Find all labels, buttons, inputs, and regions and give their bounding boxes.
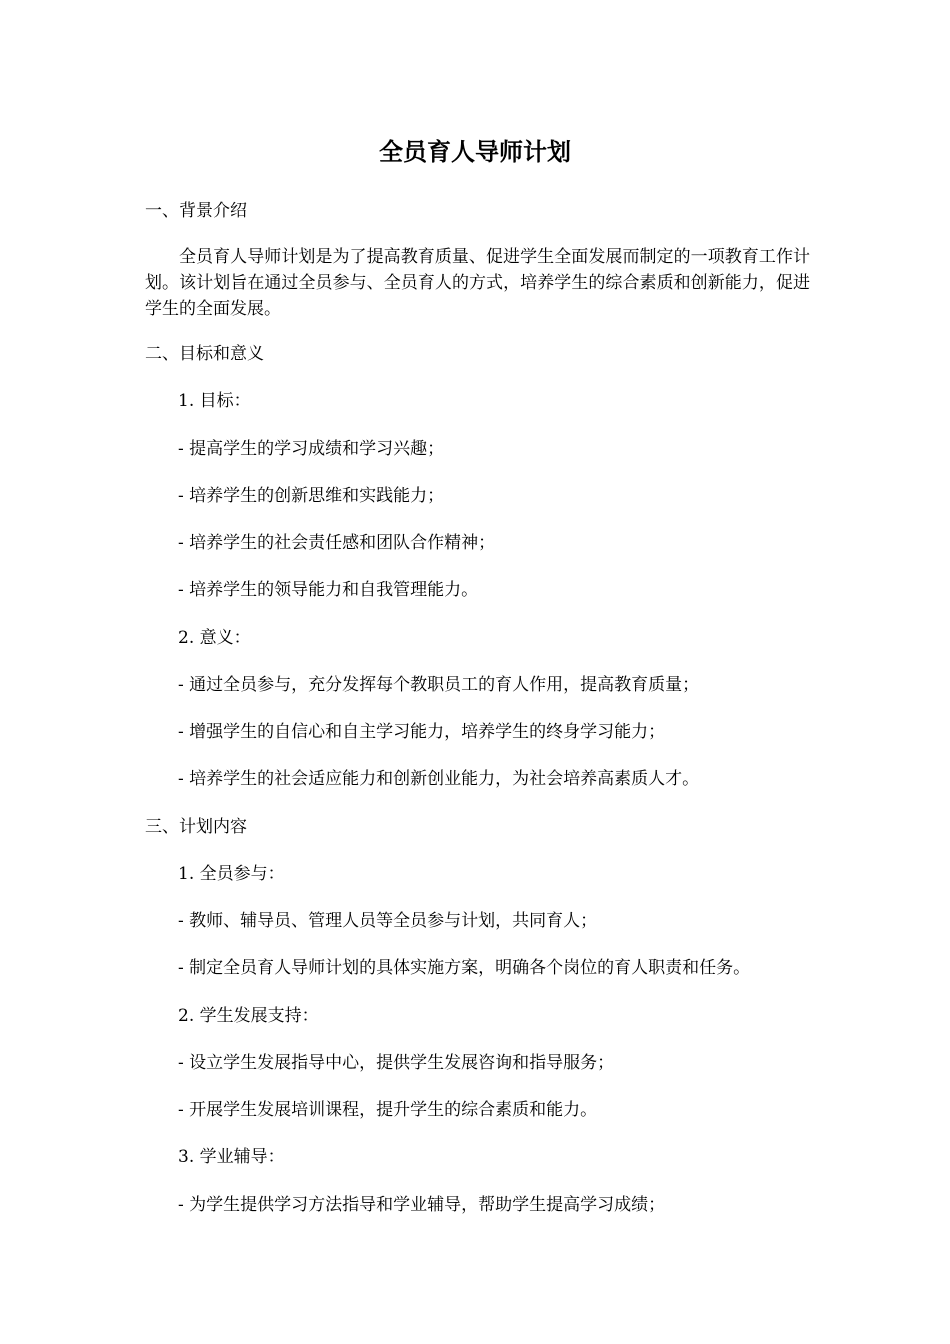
list-item: - 为学生提供学习方法指导和学业辅导，帮助学生提高学习成绩；: [178, 1195, 666, 1215]
list-item: - 提高学生的学习成绩和学习兴趣；: [178, 439, 445, 459]
section-heading: 一、背景介绍: [145, 201, 247, 221]
list-item: - 开展学生发展培训课程，提升学生的综合素质和能力。: [178, 1100, 598, 1120]
section-heading: 三、计划内容: [145, 817, 247, 837]
list-item: 1. 全员参与：: [178, 864, 285, 884]
list-item: 2. 意义：: [178, 628, 251, 648]
section-heading: 二、目标和意义: [145, 344, 264, 364]
list-item: 3. 学业辅导：: [178, 1147, 285, 1167]
list-item: - 制定全员育人导师计划的具体实施方案，明确各个岗位的育人职责和任务。: [178, 958, 751, 978]
document-title: 全员育人导师计划: [379, 138, 571, 166]
list-item: - 通过全员参与，充分发挥每个教职员工的育人作用，提高教育质量；: [178, 675, 700, 695]
list-item: - 培养学生的创新思维和实践能力；: [178, 486, 445, 506]
list-item: 2. 学生发展支持：: [178, 1006, 319, 1026]
paragraph: 全员育人导师计划是为了提高教育质量、促进学生全面发展而制定的一项教育工作计划。该计划旨在通过全员参与、全员育人的方式，培养学生的综合素质和创新能力，促进学生的全面发展。: [145, 247, 810, 319]
list-item: - 设立学生发展指导中心，提供学生发展咨询和指导服务；: [178, 1053, 615, 1073]
list-item: 1. 目标：: [178, 391, 251, 411]
list-item: - 培养学生的社会适应能力和创新创业能力，为社会培养高素质人才。: [178, 769, 700, 789]
list-item: - 培养学生的社会责任感和团队合作精神；: [178, 533, 496, 553]
list-item: - 增强学生的自信心和自主学习能力，培养学生的终身学习能力；: [178, 722, 666, 742]
list-item: - 培养学生的领导能力和自我管理能力。: [178, 580, 479, 600]
list-item: - 教师、辅导员、管理人员等全员参与计划，共同育人；: [178, 911, 598, 931]
